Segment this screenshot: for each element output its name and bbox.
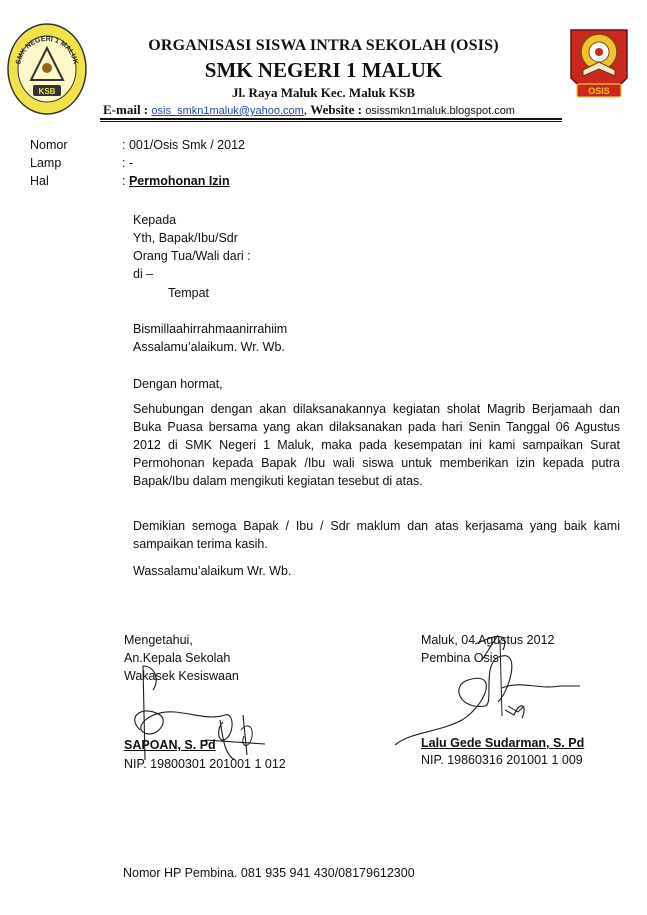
recipient-line-1: Kepada [133,213,177,227]
paragraph-1: Sehubungan dengan akan dilaksanakannya kegiatan sholat Magrib Berjamaah dan Buka Puasa bersama yang akan dilaksanakan pada hari Senin Tanggal 06 Agustus 2012 di SMK Negeri 1 Maluk, maka pada kesempatan ini kami sampaikan Surat Permohonan kepada Bapak /Ibu wali siswa untuk memberikan izin kepada putra Bapak/Ibu dalam mengikuti kegiatan tesebut di atas. [133,402,620,488]
footer-phone: Nomor HP Pembina. 081 935 941 430/08179612300 [123,866,415,880]
header-rule [100,118,562,120]
logo-badge-text: KSB [38,87,56,96]
right-signature [390,620,590,750]
logo-ring-text: SMK NEGERI 1 MALUK [15,35,79,66]
sig-right-role: Pembina Osis [421,651,499,665]
salam: Assalamu’alaikum. Wr. Wb. [133,340,285,354]
header-rule-thin [100,121,562,122]
lamp-value: : - [122,156,134,170]
paragraph-2: Demikian semoga Bapak / Ibu / Sdr maklum dan atas kerjasama yang baik kami sampaikan terima kasih. [133,519,620,551]
lamp-label: Lamp [30,156,62,170]
nomor-label: Nomor [30,138,68,152]
basmalah: Bismillaahirrahmaanirrahiim [133,322,288,336]
website-label: Website : [310,102,362,117]
sig-right-nip: NIP. 19860316 201001 1 009 [421,753,583,767]
opening: Dengan hormat, [133,377,223,391]
sig-right-name: Lalu Gede Sudarman, S. Pd [421,736,585,750]
recipient-line-3: Orang Tua/Wali dari : [133,249,251,263]
contact-line: E-mail : osis_smkn1maluk@yahoo.com, Website : osissmkn1maluk.blogspot.com [103,102,515,117]
hal-value-row [122,172,230,190]
osis-badge-text: OSIS [588,86,610,96]
recipient-line-2: Yth, Bapak/Ibu/Sdr [133,231,238,245]
hal-value: Permohonan Izin [128,174,230,188]
email-link[interactable]: osis_smkn1maluk@yahoo.com [151,105,304,117]
closing-salam: Wassalamu’alaikum Wr. Wb. [133,564,292,578]
school-address: Jl. Raya Maluk Kec. Maluk KSB [231,85,416,100]
org-name: ORGANISASI SISWA INTRA SEKOLAH (OSIS) [148,37,499,54]
recipient-line-5: Tempat [168,286,209,300]
hal-colon: : [122,174,126,188]
website-link[interactable]: osissmkn1maluk.blogspot.com [365,105,515,117]
sig-right-date: Maluk, 04 Agustus 2012 [421,633,555,647]
hal-label: Hal [30,174,49,188]
sig-left-line-2: An.Kepala Sekolah [124,651,231,665]
school-name: SMK NEGERI 1 MALUK [204,58,443,82]
sig-left-line-3: Wakasek Kesiswaan [124,669,239,683]
sig-left-line-1: Mengetahui, [124,633,193,647]
sig-left-name: SAPOAN, S. Pd [124,738,216,752]
nomor-value: : 001/Osis Smk / 2012 [122,138,245,152]
recipient-line-4: di – [133,267,154,281]
email-label: E-mail : [103,102,149,117]
sig-left-nip: NIP. 19800301 201001 1 012 [124,757,286,771]
